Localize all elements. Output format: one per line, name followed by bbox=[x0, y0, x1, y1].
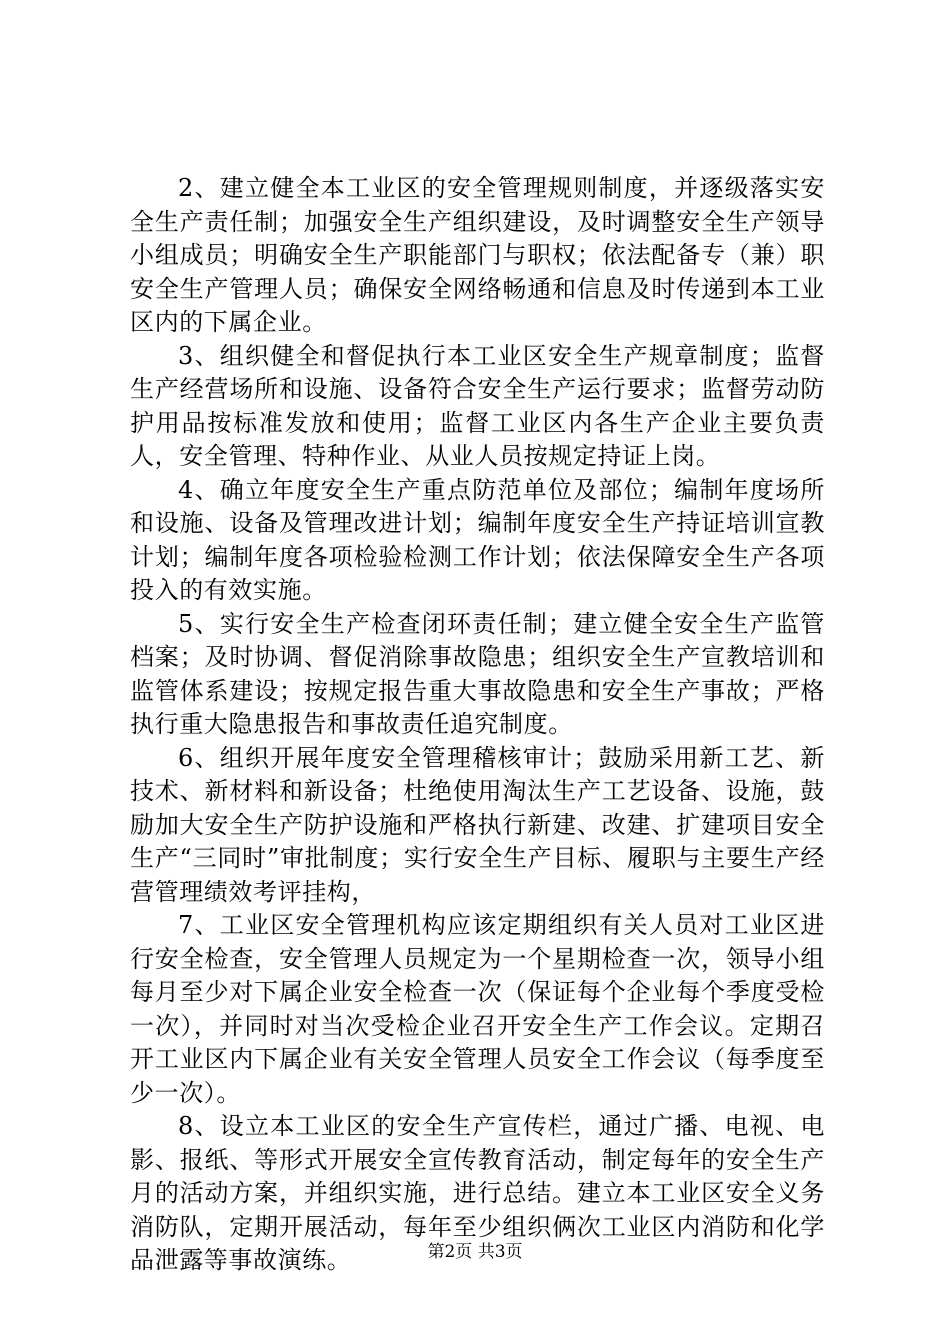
paragraph-item-2: 2、建立健全本工业区的安全管理规则制度，并逐级落实安全生产责任制；加强安全生产组织建设，及时调整安全生产领导小组成员；明确安全生产职能部门与职权；依法配备专（兼）职安全生产管理人员；确保安全网络畅通和信息及时传递到本工业区内的下属企业。 bbox=[130, 174, 825, 336]
paragraph-item-8: 8、设立本工业区的安全生产宣传栏，通过广播、电视、电影、报纸、等形式开展安全宣传教育活动，制定每年的安全生产月的活动方案，并组织实施，进行总结。建立本工业区安全义务消防队，定期开展活动，每年至少组织俩次工业区内消防和化学品泄露等事故演练。 bbox=[130, 1112, 825, 1274]
paragraph-item-6: 6、组织开展年度安全管理稽核审计；鼓励采用新工艺、新技术、新材料和新设备；杜绝使用淘汰生产工艺设备、设施，鼓励加大安全生产防护设施和严格执行新建、改建、扩建项目安全生产“三同时”审批制度；实行安全生产目标、履职与主要生产经营管理绩效考评挂构， bbox=[130, 743, 825, 906]
paragraph-item-4: 4、确立年度安全生产重点防范单位及部位；编制年度场所和设施、设备及管理改进计划；编制年度安全生产持证培训宣教计划；编制年度各项检验检测工作计划；依法保障安全生产各项投入的有效实施。 bbox=[130, 475, 825, 604]
paragraph-item-5: 5、实行安全生产检查闭环责任制；建立健全安全生产监管档案；及时协调、督促消除事故隐患；组织安全生产宣教培训和监管体系建设；按规定报告重大事故隐患和安全生产事故；严格执行重大隐患报告和事故责任追究制度。 bbox=[130, 609, 825, 738]
document-body bbox=[130, 172, 825, 1278]
page-number-footer: 第2页 共3页 bbox=[427, 1242, 523, 1262]
paragraph-item-7: 7、工业区安全管理机构应该定期组织有关人员对工业区进行安全检查，安全管理人员规定为一个星期检查一次，领导小组每月至少对下属企业安全检查一次（保证每个企业每个季度受检一次），并同时对当次受检企业召开安全生产工作会议。定期召开工业区内下属企业有关安全管理人员安全工作会议（每季度至少一次）。 bbox=[130, 911, 825, 1107]
paragraph-item-3: 3、组织健全和督促执行本工业区安全生产规章制度；监督生产经营场所和设施、设备符合安全生产运行要求；监督劳动防护用品按标准发放和使用；监督工业区内各生产企业主要负责人，安全管理、特种作业、从业人员按规定持证上岗。 bbox=[130, 341, 825, 470]
